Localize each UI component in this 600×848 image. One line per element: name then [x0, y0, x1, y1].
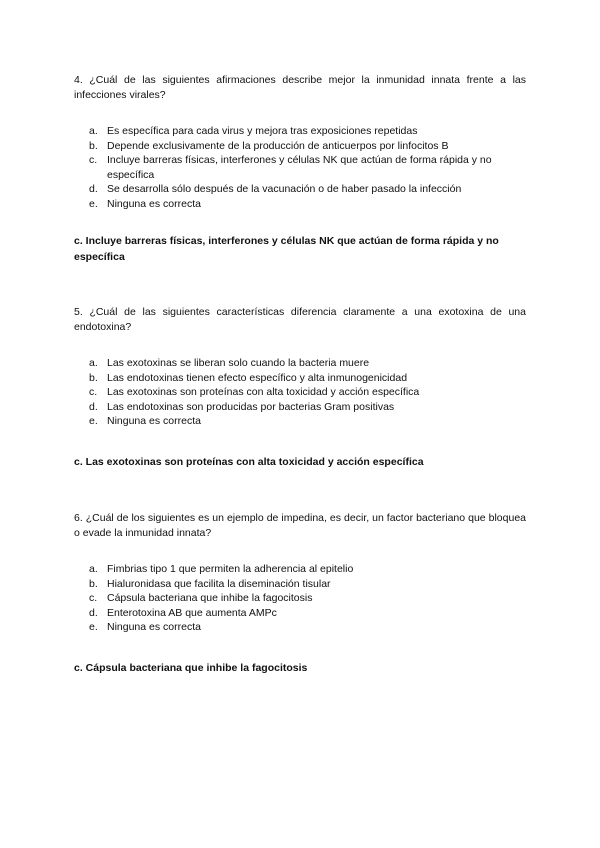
option-letter: e. — [89, 621, 98, 634]
option-c — [74, 153, 526, 182]
option-c — [74, 591, 526, 606]
option-text: Ninguna es correcta — [107, 415, 201, 428]
answer-4: c. Incluye barreras físicas, interferones y células NK que actúan de forma rápida y no específica — [74, 235, 499, 263]
question-text: 5. ¿Cuál de las siguientes características diferencia claramente a una exotoxina de una endotoxina? — [74, 306, 526, 333]
option-text: Cápsula bacteriana que inhibe la fagocitosis — [107, 592, 313, 605]
option-text: Las exotoxinas son proteínas con alta toxicidad y acción específica — [107, 386, 420, 399]
question-5 — [74, 305, 526, 429]
option-e — [74, 197, 526, 212]
option-e — [74, 620, 526, 635]
option-letter: d. — [89, 183, 98, 196]
option-letter: c. — [89, 154, 98, 167]
option-text: Ninguna es correcta — [107, 197, 201, 210]
answer-6: c. Cápsula bacteriana que inhibe la fagocitosis — [74, 662, 308, 674]
option-text: Depende exclusivamente de la producción de anticuerpos por linfocitos B — [107, 139, 449, 152]
option-letter: b. — [89, 371, 98, 384]
option-letter: e. — [89, 415, 98, 428]
question-4 — [74, 73, 526, 212]
option-text: Las endotoxinas son producidas por bacterias Gram positivas — [107, 400, 395, 413]
option-d — [74, 400, 526, 415]
options-list — [74, 356, 526, 429]
question-text: 6. ¿Cuál de los siguientes es un ejemplo de impedina, es decir, un factor bacteriano que bloquea o evade la inmunidad innata? — [74, 512, 526, 539]
option-text: Fimbrias tipo 1 que permiten la adherencia al epitelio — [107, 563, 354, 575]
option-letter: d. — [89, 400, 98, 413]
question-6 — [74, 511, 526, 635]
option-b — [74, 139, 526, 154]
option-text: Las exotoxinas se liberan solo cuando la bacteria muere — [107, 357, 370, 369]
option-letter: b. — [89, 139, 98, 152]
option-text: Las endotoxinas tienen efecto específico y alta inmunogenicidad — [107, 371, 408, 384]
option-d — [74, 182, 526, 197]
option-a — [74, 356, 526, 371]
option-d — [74, 606, 526, 621]
option-text: Hialuronidasa que facilita la diseminación tisular — [107, 577, 331, 590]
option-letter: a. — [89, 563, 98, 575]
option-a — [74, 562, 526, 577]
option-e — [74, 414, 526, 429]
option-text: Enterotoxina AB que aumenta AMPc — [107, 606, 277, 619]
option-text: Es específica para cada virus y mejora tras exposiciones repetidas — [107, 125, 418, 137]
option-text: Ninguna es correcta — [107, 621, 201, 634]
option-c — [74, 385, 526, 400]
option-a — [74, 124, 526, 139]
option-letter: a. — [89, 125, 98, 137]
option-b — [74, 371, 526, 386]
option-text: Incluye barreras físicas, interferones y células NK que actúan de forma rápida y no específica — [107, 154, 492, 181]
option-letter: c. — [89, 386, 98, 399]
option-letter: c. — [89, 592, 98, 605]
option-letter: d. — [89, 606, 98, 619]
options-list — [74, 562, 526, 635]
option-text: Se desarrolla sólo después de la vacunación o de haber pasado la infección — [107, 183, 462, 196]
answer-5: c. Las exotoxinas son proteínas con alta toxicidad y acción específica — [74, 456, 424, 468]
option-letter: b. — [89, 577, 98, 590]
option-b — [74, 577, 526, 592]
options-list — [74, 124, 526, 212]
option-letter: a. — [89, 357, 98, 369]
option-letter: e. — [89, 197, 98, 210]
question-text: 4. ¿Cuál de las siguientes afirmaciones describe mejor la inmunidad innata frente a las infecciones virales? — [74, 74, 526, 101]
